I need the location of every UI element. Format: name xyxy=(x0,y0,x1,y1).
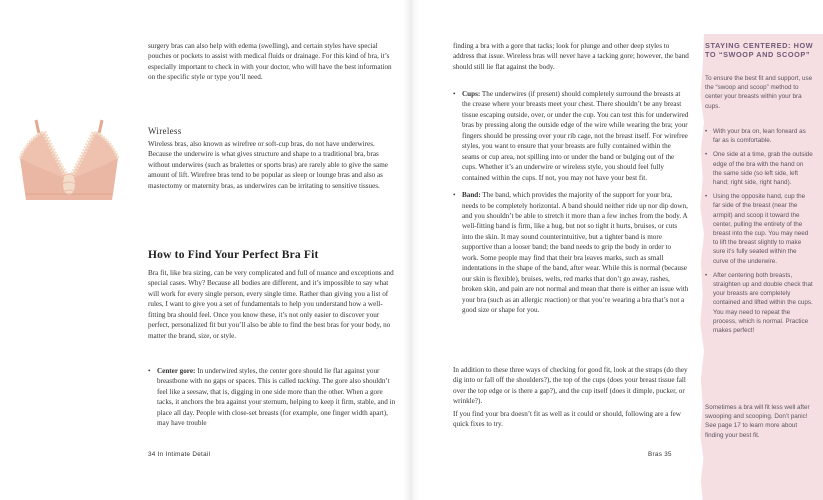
cups-text: The underwires (if present) should completely surround the breasts at the crease where your breasts meet your chest. There shouldn’t be any breast tissue escaping outside, over, or under the cup. You can test this for underwired bras by pressing along the outside edge of the wire while wearing the bra; your fingers should be pressing over your rib cage, not the breast itself. For wirefree styles, you want to ensure that your breasts are fully contained within the seams or cup area, not spilling into or under the band or bulging out of the cups. Whether it’s an underwire or wireless style, you should feel fully contained within the cups. If not, you may not have your best fit. xyxy=(462,90,689,182)
sidebar-intro: To ensure the best fit and support, use the “swoop and scoop” method to center your breasts within your bra cups. xyxy=(705,75,813,110)
sidebar-step: • One side at a time, grab the outside edge of the bra with the hand on the same side (so left side, left hand; right side, right hand). xyxy=(705,150,813,187)
cups-label: Cups: xyxy=(462,90,481,98)
fit-intro-paragraph: Bra fit, like bra sizing, can be very complicated and full of nuance and exceptions and special cases. Why? Because all bodies are different, and it’s impossible to say what will work for every single person, every single time. Rather than giving you a list of rules, I want to give you a set of fundamentals to help you understand how a well-fitting bra should feel. Once you know these, it’s not only easier to discover your perfect, personalized fit but you’ll also be able to find the best bras for your body, no matter the brand, size, or style. xyxy=(148,269,394,340)
sidebar-step: • After centering both breasts, straighten up and double check that your breasts are completely contained and lifted within the cups. You may need to repeat the process, which is normal. Practice makes perfect! xyxy=(705,271,813,335)
book-gutter xyxy=(403,0,419,500)
sidebar-steps xyxy=(705,127,813,335)
quick-fixes-paragraph: If you find your bra doesn’t fit as well as it could or should, following are a few quick fixes to try. xyxy=(453,410,681,429)
sidebar-step: • Using the opposite hand, cup the far side of the breast (near the armpit) and scoop it toward the center, pulling the entirety of the breast into the cup. You may need to lift the breast slightly to make sure it’s fully seated within the curve of the underwire. xyxy=(705,192,813,266)
additional-checks-paragraph: In addition to these three ways of checking for good fit, look at the straps (do they dig into or fall off the shoulders?), the top of the cups (does your breast tissue fall over the top edge or is there a gap?), and the cup itself (does it dimple, pucker, or wrinkle?). xyxy=(453,366,688,406)
band-label: Band: xyxy=(462,191,481,200)
band-text: The band, which provides the majority of the support for your bra, needs to be completely horizontal. A band should neither ride up nor dip down, and you shouldn’t be able to stretch it more than a few inches from the body. A well-fitting band is firm, like a hug, but not so tight it hurts, bruises, or cuts into the skin. It may sound counterintuitive, but a tighter band is more supportive than a looser band; the band needs to grip the body in order to work. Some people may find that their bra leaves marks, such as small indentations in the shape of the band, after wear. While this is normal (because our skin is flexible), bruises, welts, red marks that don’t go away, rashes, broken skin, and pain are not normal and mean that there is either an issue with your bra (such as an allergic reaction) or that you’re wearing a bra that’s not a good size or shape for you. xyxy=(462,191,689,315)
fit-section-heading: How to Find Your Perfect Bra Fit xyxy=(148,249,319,261)
wireless-heading: Wireless xyxy=(148,126,182,136)
sidebar-step: • With your bra on, lean forward as far as is comfortable. xyxy=(705,127,813,145)
right-folio: Bras 35 xyxy=(648,451,672,458)
list-item-band xyxy=(453,190,689,315)
center-gore-text-a: In underwired styles, the center gore should lie flat against your breastbone with no gaps or spaces. This is called xyxy=(157,367,380,386)
sidebar-outro: Sometimes a bra will fit less well after swooping and scooping. Don’t panic! See page 17 to learn more about finding your best fit. xyxy=(705,404,810,439)
fit-list-right xyxy=(453,89,689,316)
sidebar-title: STAYING CENTERED: HOW TO “SWOOP AND SCOOP” xyxy=(705,41,814,60)
center-gore-italic: tacking xyxy=(297,377,319,386)
wireless-bra-icon xyxy=(12,114,126,210)
list-item-cups xyxy=(453,89,689,183)
wireless-paragraph: Wireless bras, also known as wirefree or soft-cup bras, do not have underwires. Because the underwire is what gives structure and shape to a traditional bra, bras without underwires (such as bralettes or sports bras) are rarely able to give the same amount of lift. Wirefree bras tend to be popular as sleep or lounge bras and also as mastectomy or maternity bras, as underwires can be irritating to sensitive tissues. xyxy=(148,140,388,190)
center-gore-text-b: . The gore also shouldn’t feel like a seesaw, that is, digging in one side more than the other. When a gore tacks, it anchors the bra against your sternum, helping to keep it firm, stable, and in place all day. People with close-set breasts (for example, one finger width apart), may have trouble xyxy=(157,377,396,428)
fit-list-left xyxy=(148,366,396,429)
center-gore-label: Center gore: xyxy=(157,367,196,375)
list-item-center-gore xyxy=(148,366,396,429)
intro-paragraph: surgery bras can also help with edema (swelling), and certain styles have special pouches or pockets to assist with medical fluids or drainage. For this kind of bra, it’s especially important to check in with your doctor, who will have the best information on the specific style or type you’ll need. xyxy=(148,42,392,82)
continued-paragraph: finding a bra with a gore that tacks; look for plunge and other deep styles to address that issue. Wireless bras will never have a tacking gore; however, the band should still lie flat against the body. xyxy=(453,42,689,71)
left-folio: 34 In Intimate Detail xyxy=(148,451,211,458)
